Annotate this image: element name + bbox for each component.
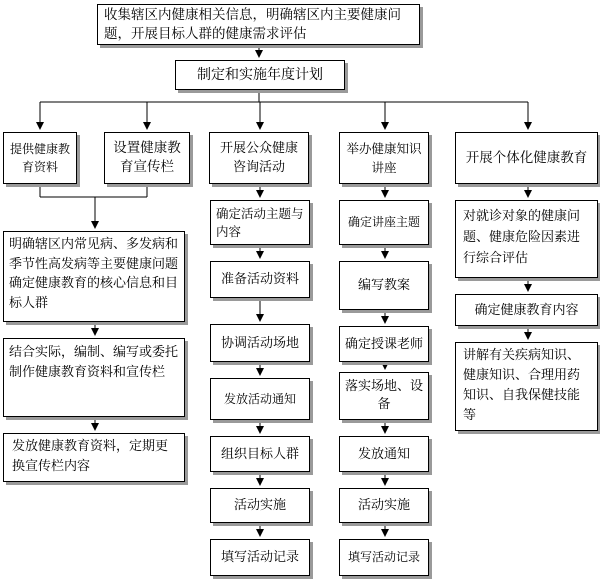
col4-step-6: 活动实施 [339,488,429,523]
col2-bulletin-board-box: 设置健康教育宣传栏 [104,132,190,184]
col4-step-4: 落实场地、设备 [339,372,429,420]
col5-content-box: 确定健康教育内容 [455,294,598,326]
col5-assessment-box: 对就诊对象的健康问题、健康危险因素进行综合评估 [455,200,598,278]
col4-step-5: 发放通知 [339,436,429,472]
col5-explain-box: 讲解有关疾病知识、健康知识、合理用药知识、自我保健技能等 [455,342,598,431]
col4-step-7: 填写活动记录 [339,539,429,576]
col4-step-1: 确定讲座主题 [339,200,429,245]
col3-consultation-box: 开展公众健康咨询活动 [209,132,309,184]
col1-identify-problems-box: 明确辖区内常见病、多发病和季节性高发病等主要健康问题确定健康教育的核心信息和目标人群 [3,231,185,322]
top-assessment-box: 收集辖区内健康相关信息，明确辖区内主要健康问题，开展目标人群的健康需求评估 [97,4,420,45]
col3-step-2: 准备活动资料 [210,261,310,298]
col4-step-3: 确定授课老师 [339,326,429,362]
annual-plan-box: 制定和实施年度计划 [175,60,345,90]
col3-step-1: 确定活动主题与内容 [210,200,310,245]
col1-provide-materials-box: 提供健康教育资料 [3,132,77,184]
col3-step-6: 活动实施 [210,488,310,523]
col1-compile-materials-box: 结合实际，编制、编写或委托制作健康教育资料和宣传栏 [3,338,185,417]
col3-step-3: 协调活动场地 [210,324,310,362]
col4-step-2: 编写教案 [339,261,429,310]
col5-individual-education-box: 开展个体化健康教育 [455,132,598,184]
col3-step-7: 填写活动记录 [210,539,310,576]
col3-step-5: 组织目标人群 [210,436,310,472]
col4-lecture-box: 举办健康知识讲座 [339,132,429,184]
col3-step-4: 发放活动通知 [210,378,310,420]
col1-distribute-box: 发放健康教育资料，定期更换宣传栏内容 [3,433,185,482]
